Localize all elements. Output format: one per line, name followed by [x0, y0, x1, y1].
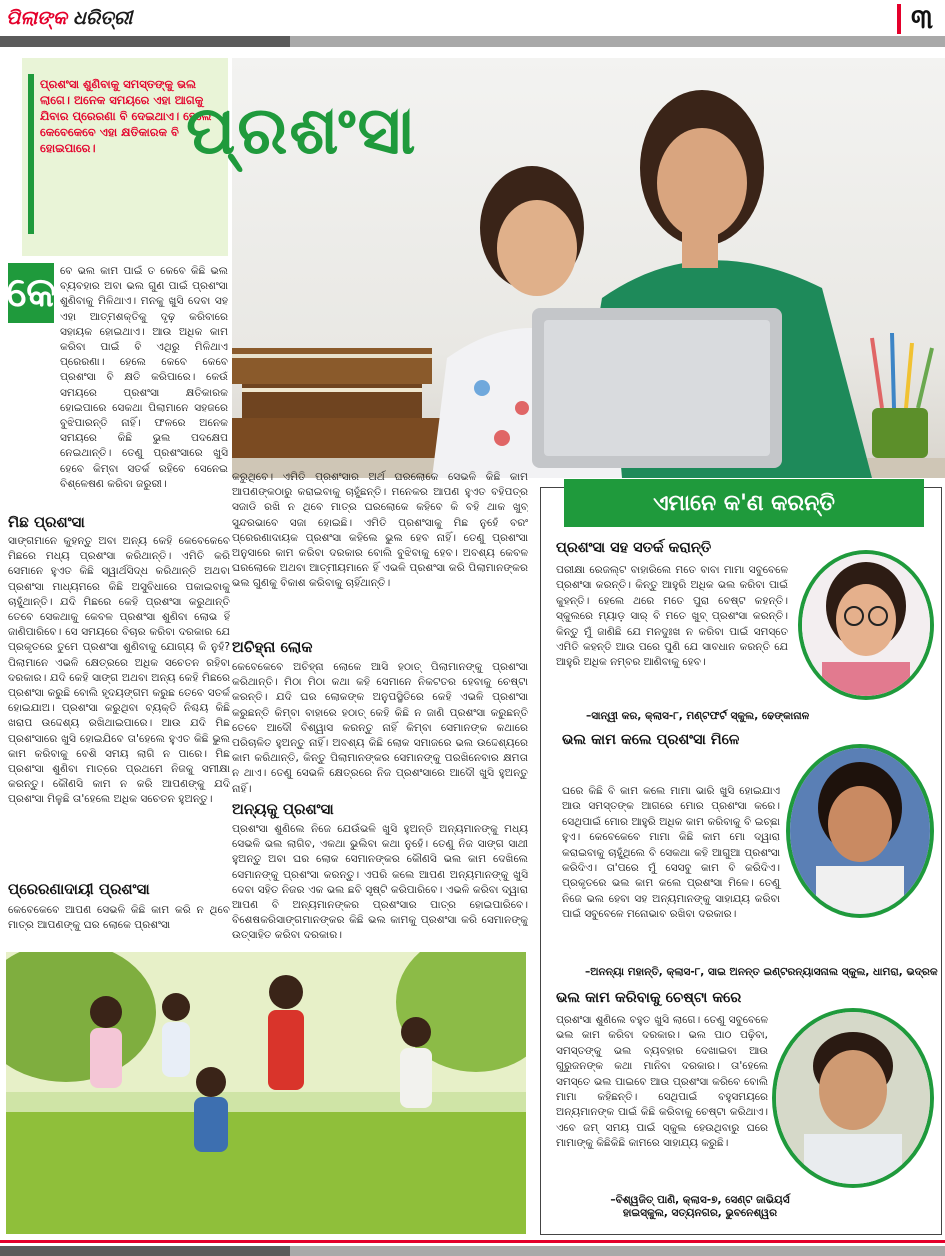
page-number-divider — [897, 4, 901, 34]
opinion-2-text: ଘରେ କିଛି ବି କାମ କଲେ ମାମା ଭାରି ଖୁସି ହୋଇଯାଏ ଆଉ ସମସ୍ତଙ୍କ ଆଗରେ ମୋର ପ୍ରଶଂସା କରେ। ସେଥିପାଇଁ ମୋର ଆହୁରି ଅଧିକ କାମ କରିବାକୁ ବି ଇଚ୍ଛା ହୁଏ। କେବେକେବେ ମାମା କିଛି କାମ ମୋ ଦ୍ୱାରା କରାଇବାକୁ ଚାହୁଁଥିଲେ ବି ସେକଥା କହି ଆଗୁଆ ପ୍ରଶଂସା କରିଦିଏ। ତା'ପରେ ମୁଁ ସେସବୁ କାମ ବି କରିଦିଏ। ପ୍ରକୃତରେ ଭଲ କାମ କଲେ ପ୍ରଶଂସା ମିଳେ। ତେଣୁ ନିଜେ ଭଲ ହେବା ସହ ଅନ୍ୟମାନଙ୍କୁ ସାହାଯ୍ୟ କରିବା ପାଇଁ ସବୁବେଳେ ମନୋଭାବ ରଖିବା ଦରକାର। — [562, 785, 780, 921]
subhead-inspiring-praise: ପ୍ରେରଣାଦାୟୀ ପ୍ରଶଂସା — [8, 880, 150, 898]
header-rule-light — [290, 36, 945, 47]
opinion-3-photo — [772, 1008, 934, 1188]
opinion-1-text: ପରୀକ୍ଷା ରେଜଲ୍ଟ ବାହାରିଲେ ମତେ ବାବା ମାମା ସବୁବେଳେ ପ୍ରଶଂସା କରନ୍ତି। କିନ୍ତୁ ଆହୁରି ଅଧିକ ଭଲ କରିବା ପାଇଁ କୁହନ୍ତି। ହେଲେ ଥରେ ମତେ ପୁରା ବେଷ୍ଟ କହନ୍ତି। ସ୍କୁଲରେ ମ୍ୟାଡ଼ ସାର୍ ବି ମତେ ଖୁବ୍ ପ୍ରଶଂସା କରନ୍ତି। କିନ୍ତୁ ମୁଁ ଜାଣିଛି ଯେ ମନଦୁଃଖ ନ କରିବା ପାଇଁ ସମସ୍ତେ ଏମିତି କହନ୍ତି ଆଉ ପରେ ପୁଣି ଯେ ସାବଧାନ କରନ୍ତି ଯେ ଆହୁରି ଅଧିକ ନମ୍ବର ଆଣିବାକୁ ହେବ। — [556, 564, 788, 669]
opinion-3-title: ଭଲ କାମ କରିବାକୁ ଚେଷ୍ଟା କରେ — [556, 990, 742, 1006]
header-rule-dark — [0, 36, 290, 47]
subhead-false-praise: ମିଛ ପ୍ରଶଂସା — [8, 513, 85, 531]
article-p1-start: ବେ ଭଲ କାମ ପାଇଁ ତ କେବେ କିଛି ଭଲ ବ୍ୟବହାର ଅବା ଭଲ ଗୁଣ ପାଇଁ ପ୍ରଶଂସା ଶୁଣିବାକୁ ମିଳିଥାଏ। ମନକୁ ଖୁସି ଦେବା ସହ ଏହା ଆତ୍ମଶକ୍ତିକୁ ଦୃଢ଼ କରିବାରେ ସହାୟକ ହୋଇଥାଏ। ଆଉ ଅଧିକ କାମ କରିବା ପାଇଁ ବି ଏଥିରୁ ମିଳିଥାଏ ପ୍ରେରଣା। ହେଲେ କେବେ କେବେ ପ୍ରଶଂସା ବି କ୍ଷତି କରିପାରେ। କେଉଁ ସମୟରେ ପ୍ରଶଂସା କ୍ଷତିକାରକ ହୋଇପାରେ ସେକଥା ପିଲାମାନେ ସହଜରେ ବୁଝିପାରନ୍ତି ନାହିଁ। ଫଳରେ ଅନେକ ସମୟରେ କିଛି ଭୁଲ ପଦକ୍ଷେପ ନେଇଥାନ୍ତି। ତେଣୁ ପ୍ରଶଂସାରେ ଖୁସି ହେବେ କିମ୍ବା ସତର୍କ ରହିବେ ସେନେଇ ବିଶ୍ଳେଷଣ କରିବା ଜରୁରୀ। — [60, 265, 228, 490]
footer-rule-red — [0, 1240, 945, 1243]
article-p2: ସାଙ୍ଗମାନେ କୁହନ୍ତୁ ଅବା ଅନ୍ୟ କେହି କେବେକେବେ ମିଛରେ ମଧ୍ୟ ପ୍ରଶଂସା କରିଥାନ୍ତି। ଏମିତି କରି ସେମାନେ ହୁଏତ କିଛି ସ୍ୱାର୍ଥସିଦ୍ଧ କରିଥାନ୍ତି ଅଥବା ପ୍ରଶଂସା ମାଧ୍ୟମରେ କିଛି ଅସୁବିଧାରେ ପକାଇବାକୁ ଚାହୁଁଥାନ୍ତି। ଯଦି ମିଛରେ କେହି ପ୍ରଶଂସା କରୁଥାନ୍ତି ତେବେ ସେକଥାକୁ କେବଳ ପ୍ରଶଂସା ଶୁଣିବା ଲୋଭ ହିଁ ଜାଣିପାରିବେ। ସେ ସମୟରେ ବିଚାର କରିବା ଦରକାର ଯେ ପ୍ରକୃତରେ ତୁମେ ପ୍ରଶଂସା ଶୁଣିବାକୁ ଯୋଗ୍ୟ କି ନୁହଁ? ପିଲାମାନେ ଏଭଳି କ୍ଷେତ୍ରରେ ଅଧିକ ସଚେତନ ରହିବା ଦରକାର। ଯଦି କେହି ସାଙ୍ଗ ଅଥବା ଅନ୍ୟ କେହି ମିଛରେ ପ୍ରଶଂସା କରୁଛି ବୋଲି ହୃଦୟଙ୍ଗମ କରୁଛ ତେବେ ସତର୍କ ହୋଇଯାଅ। ପ୍ରଶଂସା କରୁଥିବା ବ୍ୟକ୍ତି ନିଶ୍ଚୟ କିଛି ଖରାପ ଉଦ୍ଦେଶ୍ୟ ରଖିଥାଇପାରେ। ଆଉ ଯଦି ମିଛ ପ୍ରଶଂସାରେ ଖୁସି ହୋଇଯିବେ ତା'ହେଲେ ହୁଏତ କିଛି ଭୁଲ କାମ କରିବାକୁ ବେଶି ସମୟ ଲାଗି ନ ପାରେ। ମିଛ ପ୍ରଶଂସା ଶୁଣିବା ମାତ୍ରେ ପ୍ରଥମେ ନିଜକୁ ସମୀକ୍ଷା କରନ୍ତୁ। କୌଣସି କାମ ନ କରି ଆପଣଙ୍କୁ ଯଦି ପ୍ରଶଂସା ମିଳୁଛି ତା'ହେଲେ ଅଧିକ ସଚେତନ ହୁଅନ୍ତୁ। — [8, 535, 230, 806]
opinion-1-signature: –ସାନ୍ୱୀ କର, କ୍ଲାସ-୮, ମଣ୍ଟଫର୍ଟ ସ୍କୁଲ, ଢେଙ୍କାନାଳ — [586, 710, 810, 722]
opinion-1-title: ପ୍ରଶଂସା ସହ ସତର୍କ କରାନ୍ତି — [556, 540, 712, 556]
headline: ପ୍ରଶଂସା — [186, 92, 418, 169]
opinion-2-signature: –ଅନନ୍ୟା ମହାନ୍ତି, କ୍ଲାସ-୮, ସାଇ ଅନନ୍ତ ଇଣ୍ଟରନ୍ୟାସନାଲ ସ୍କୁଲ, ଧାମରା, ଭଦ୍ରକ — [585, 966, 938, 978]
intro-text: ପ୍ରଶଂସା ଶୁଣିବାକୁ ସମସ୍ତଙ୍କୁ ଭଲ ଲାଗେ। ଅନେକ ସମୟରେ ଏହା ଆଗକୁ ଯିବାର ପ୍ରେରଣା ବି ଦେଇଥାଏ। ହେଲେ କେବେକେବେ ଏହା କ୍ଷତିକାରକ ବି ହୋଇପାରେ। — [40, 77, 212, 155]
masthead-part2: ଧରିତ୍ରୀ — [72, 7, 133, 29]
opinion-2-title: ଭଲ କାମ କଲେ ପ୍ରଶଂସା ମିଳେ — [562, 732, 740, 748]
opinion-1-photo — [798, 550, 934, 700]
avatar-boy — [776, 1012, 930, 1184]
article-p6: ପ୍ରଶଂସା ଶୁଣିଲେ ନିଜେ ଯେଉଁଭଳି ଖୁସି ହୁଅନ୍ତି ଅନ୍ୟମାନଙ୍କୁ ମଧ୍ୟ ସେଭଳି ଭଲ ଲାଗିବ, ଏକଥା ଭୁଲିବା କଥା ନୁହେଁ। ତେଣୁ ନିଜ ସାଙ୍ଗ ସାଥୀ ହୁଅନ୍ତୁ ଅବା ଘର ଲୋକ ସେମାନଙ୍କର କୌଣସି ଭଲ କାମ ଦେଖିଲେ ସେମାନଙ୍କୁ ପ୍ରଶଂସା କରନ୍ତୁ। ଏପରି କଲେ ଆପଣ ଅନ୍ୟମାନଙ୍କୁ ଖୁସି ଦେବା ସହିତ ନିଜର ଏକ ଭଲ ଛବି ସୃଷ୍ଟି କରିପାରିବେ। ଏଭଳି କରିବା ଦ୍ୱାରା ଆପଣ ବି ଅନ୍ୟମାନଙ୍କର ପ୍ରଶଂସାର ପାତ୍ର ହୋଇପାରିବେ। ବିଶେଷକରିସାଙ୍ଗମାନଙ୍କର କିଛି ଭଲ କାମକୁ ପ୍ରଶଂସା କରି ସେମାନଙ୍କୁ ଉତ୍ସାହିତ କରିବା ଦରକାର। — [232, 823, 528, 942]
article-lead — [60, 264, 228, 492]
footer-rule-light — [290, 1246, 945, 1256]
article-p4: କରୁଥିବେ। ଏମିତି ପ୍ରଶଂସାର ଅର୍ଥ ଘରଲୋକେ ସେଭଳି କିଛି କାମ ଆପଣଙ୍କଠାରୁ କରାଇବାକୁ ଚାହୁଁଛନ୍ତି। ମନେକର ଆପଣ ହୁଏତ ବହିପତ୍ର ସଜାଡି ରଖି ନ ଥିବେ ମାତ୍ର ଘରଲୋକେ କହିବେ କି ବହି ଥାକ ଖୁବ୍ ସୁନ୍ଦରଭାବେ ସଜା ହୋଇଛି। ଏମିତି ପ୍ରଶଂସାକୁ ମିଛ ନୁହେଁ ବରଂ ପ୍ରେରଣାଦାୟକ ପ୍ରଶଂସା କହିଲେ ଭୁଲ ହେବ ନାହିଁ। ତେଣୁ ପ୍ରଶଂସା ଅନୁସାରେ କାମ କରିବା ଦରକାର ବୋଲି ବୁଝିବାକୁ ହେବ। ଅବଶ୍ୟ କେବଳ ଘରଲୋକେ ଅଥବା ଆତ୍ମୀୟମାନେ ହିଁ ଏଭଳି ପ୍ରଶଂସା କରି ପିଲାମାନଙ୍କର ଭଲ ଗୁଣକୁ ବିକାଶ କରିବାକୁ ଚାହିଁଥାନ୍ତି। — [232, 471, 528, 590]
intro-accent-bar — [28, 74, 34, 234]
opinion-3-text: ପ୍ରଶଂସା ଶୁଣିଲେ ବହୁତ ଖୁସି ଲାଗେ। ତେଣୁ ସବୁବେଳେ ଭଲ କାମ କରିବା ଦରକାର। ଭଲ ପାଠ ପଢ଼ିବା, ସମସ୍ତଙ୍କୁ ଭଲ ବ୍ୟବହାର ଦେଖାଇବା ଆଉ ଗୁରୁଜନଙ୍କ କଥା ମାନିବା ଦରକାର। ତା'ହେଲେ ସମସ୍ତେ ଭଲ ପାଇବେ ଆଉ ପ୍ରଶଂସା କରିବେ ବୋଲି ମାମା କହିଛନ୍ତି। ସେଥିପାଇଁ ବହୁସମୟରେ ଅନ୍ୟମାନଙ୍କ ପାଇଁ କିଛି କରିବାକୁ ଚେଷ୍ଟା କରିଥାଏ। ଏବେ ଜମ୍ ସମୟ ପାଇଁ ସ୍କୁଲ ହେଉଥିବାରୁ ଘରେ ମାମାଙ୍କୁ କିଛିକିଛି କାମରେ ସାହାଯ୍ୟ କରୁଛି। — [556, 1014, 768, 1150]
masthead-part1: ପିଲାଙ୍କ — [6, 7, 67, 29]
subhead-strangers: ଅଚିହ୍ନା ଲୋକ — [232, 638, 313, 656]
avatar-girl-glasses — [802, 554, 930, 696]
kids-running-image — [6, 952, 526, 1234]
dropcap: କେ — [8, 263, 54, 323]
masthead — [6, 4, 132, 32]
opinion-3-signature: –ବିଶ୍ୱଜିତ୍ ପାଣି, କ୍ଲାସ-୭, ସେଣ୍ଟ ଜାଭିୟର୍ସ ହାଇସ୍କୁଲ, ସତ୍ୟନଗର, ଭୁବନେଶ୍ୱର — [610, 1194, 790, 1219]
article-p5: କେବେକେବେ ଅଚିହ୍ନା ଲୋକେ ଆସି ହଠାତ୍ ପିଲାମାନଙ୍କୁ ପ୍ରଶଂସା କରିଥାନ୍ତି। ମିଠା ମିଠା କଥା କହି ସେମାନେ ନିକଟତର ହେବାକୁ ଚେଷ୍ଟା କରନ୍ତି। ଯଦି ଘର ଲୋକଙ୍କ ଅନୁପସ୍ଥିତିରେ କେହି ଏଭଳି ପ୍ରଶଂସା କରୁଛନ୍ତି କିମ୍ବା ବାହାରେ ହଠାତ୍ କେହି କିଛି ନ ଜାଣି ପ୍ରଶଂସା କରୁଛନ୍ତି ତେବେ ଆଦୌ ବିଶ୍ୱାସ କରନ୍ତୁ ନାହିଁ କିମ୍ବା ସେମାନଙ୍କ କଥାରେ ପରିଚାଳିତ ହୁଅନ୍ତୁ ନାହିଁ। ଅବଶ୍ୟ କିଛି ଲୋକ ସମାଜରେ ଭଲ ଉଦ୍ଦେଶ୍ୟରେ କାମ କରିଥାନ୍ତି, କିନ୍ତୁ ପିଲାମାନଙ୍କର ସେମାନଙ୍କୁ ପରଖିନେବାର କ୍ଷମତା ନ ଥାଏ। ତେଣୁ ସେଭଳି କ୍ଷେତ୍ରରେ ନିଜ ପ୍ରଶଂସାରେ ଆଦୌ ଖୁସି ହୁଅନ୍ତୁ ନାହିଁ। — [232, 661, 528, 795]
opinion-2-photo — [786, 744, 934, 918]
article-p3: କେବେକେବେ ଆପଣ ସେଭଳି କିଛି କାମ କରି ନ ଥିବେ ମାତ୍ର ଆପଣଙ୍କୁ ଘର ଲୋକେ ପ୍ରଶଂସା — [8, 904, 230, 932]
subhead-praise-others: ଅନ୍ୟକୁ ପ୍ରଶଂସା — [232, 800, 334, 818]
page-number: ୩ — [910, 2, 933, 35]
panel-banner: ଏମାନେ କ'ଣ କରନ୍ତି — [564, 479, 924, 527]
footer-rule-dark — [0, 1246, 290, 1256]
kids-illustration — [6, 952, 526, 1234]
opinion-2-title-line1 — [562, 732, 739, 748]
avatar-girl — [790, 748, 930, 914]
